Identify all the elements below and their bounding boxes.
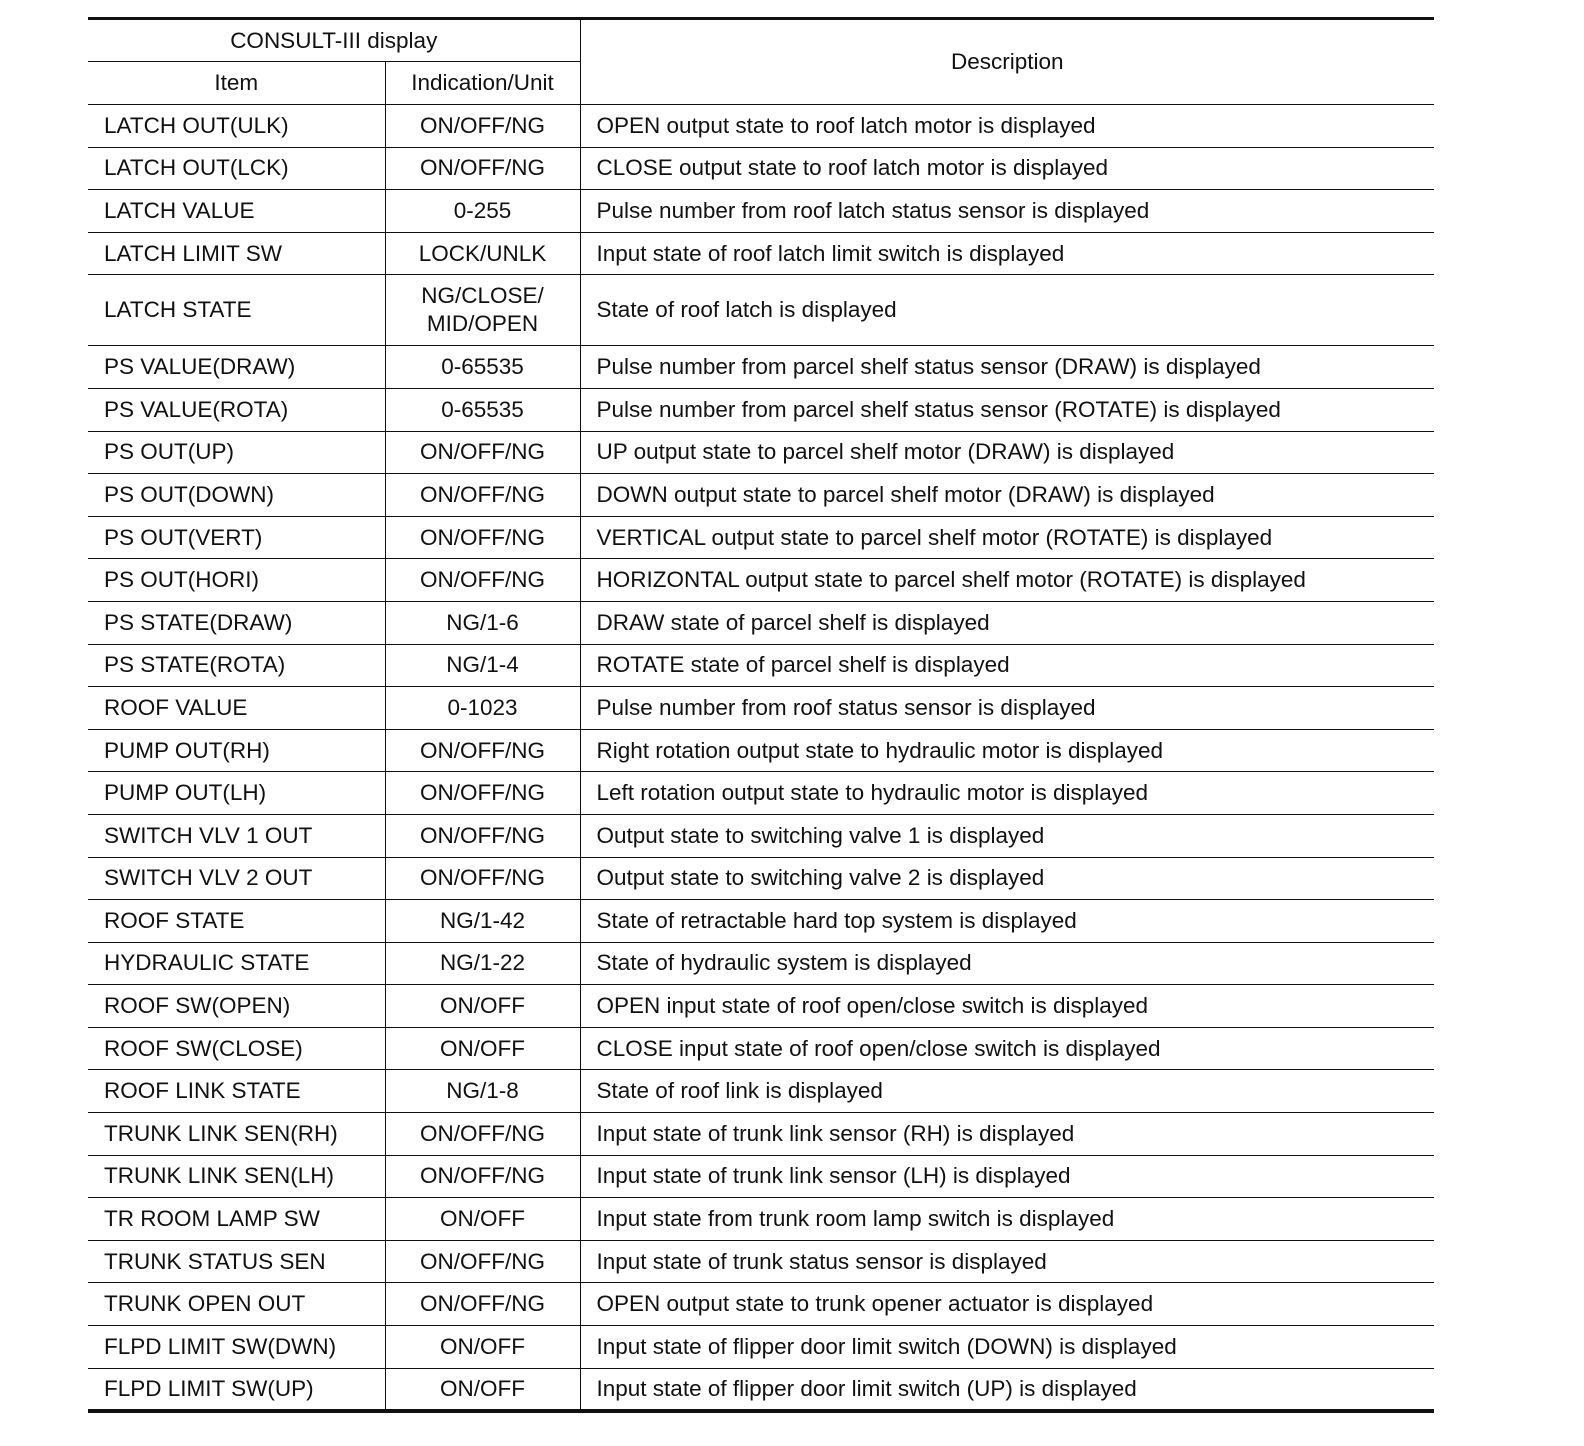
unit-cell [385,388,580,431]
unit-cell [385,232,580,275]
header-row-group [88,19,1434,62]
table-row [88,729,1434,772]
unit-text: ON/OFF/NG [420,155,545,181]
unit-cell [385,1155,580,1198]
unit-cell [385,644,580,687]
description-cell: DRAW state of parcel shelf is displayed [580,601,1434,644]
item-cell: LATCH OUT(ULK) [88,105,385,148]
unit-cell [385,857,580,900]
item-cell: HYDRAULIC STATE [88,942,385,985]
item-cell: PS OUT(HORI) [88,559,385,602]
description-cell: Input state of trunk status sensor is displayed [580,1240,1434,1283]
table-row [88,1283,1434,1326]
item-cell: TRUNK OPEN OUT [88,1283,385,1326]
item-cell: PS STATE(ROTA) [88,644,385,687]
table-row [88,147,1434,190]
table-row [88,1027,1434,1070]
unit-text: ON/OFF [440,1375,525,1401]
description-cell: State of roof link is displayed [580,1070,1434,1113]
unit-text: NG/1-42 [439,907,526,933]
unit-cell [385,772,580,815]
description-cell: CLOSE output state to roof latch motor is displayed [580,147,1434,190]
unit-text: ON/OFF/NG [420,481,545,507]
table-row [88,190,1434,233]
description-column-header: Description [580,19,1434,105]
unit-cell [385,1326,580,1369]
description-cell: Pulse number from roof status sensor is displayed [580,687,1434,730]
description-cell: Input state from trunk room lamp switch is displayed [580,1198,1434,1241]
unit-cell [385,275,580,346]
description-cell: Left rotation output state to hydraulic motor is displayed [580,772,1434,815]
description-cell: OPEN input state of roof open/close switch is displayed [580,985,1434,1028]
description-cell: State of hydraulic system is displayed [580,942,1434,985]
item-cell: TRUNK LINK SEN(LH) [88,1155,385,1198]
unit-text: LOCK/UNLK [418,240,547,266]
description-cell: VERTICAL output state to parcel shelf motor (ROTATE) is displayed [580,516,1434,559]
table-row [88,985,1434,1028]
item-cell: PS STATE(DRAW) [88,601,385,644]
unit-text: ON/OFF [440,1206,525,1232]
item-cell: TR ROOM LAMP SW [88,1198,385,1241]
description-cell: ROTATE state of parcel shelf is displayed [580,644,1434,687]
table-row [88,857,1434,900]
description-cell: DOWN output state to parcel shelf motor (DRAW) is displayed [580,474,1434,517]
description-cell: UP output state to parcel shelf motor (DRAW) is displayed [580,431,1434,474]
item-cell: PS OUT(DOWN) [88,474,385,517]
table-row [88,814,1434,857]
unit-cell [385,729,580,772]
item-cell: TRUNK STATUS SEN [88,1240,385,1283]
unit-text: ON/OFF/NG [420,1120,545,1146]
table-row [88,275,1434,346]
unit-text: ON/OFF/NG [420,112,545,138]
table-row [88,1070,1434,1113]
unit-text: ON/OFF/NG [420,524,545,550]
unit-text: ON/OFF/NG [420,822,545,848]
item-cell: SWITCH VLV 1 OUT [88,814,385,857]
unit-cell [385,1240,580,1283]
unit-cell [385,105,580,148]
table-row [88,772,1434,815]
unit-cell [385,942,580,985]
unit-cell [385,1283,580,1326]
table-row [88,1198,1434,1241]
description-cell: CLOSE input state of roof open/close switch is displayed [580,1027,1434,1070]
description-cell: Pulse number from parcel shelf status sensor (ROTATE) is displayed [580,388,1434,431]
unit-text: ON/OFF/NG [420,865,545,891]
unit-cell [385,516,580,559]
item-cell: PUMP OUT(LH) [88,772,385,815]
item-cell: ROOF SW(CLOSE) [88,1027,385,1070]
description-cell: Pulse number from parcel shelf status sensor (DRAW) is displayed [580,346,1434,389]
description-cell: Input state of roof latch limit switch is displayed [580,232,1434,275]
table-header [88,19,1434,105]
item-cell: ROOF SW(OPEN) [88,985,385,1028]
description-cell: State of roof latch is displayed [580,275,1434,346]
unit-text: ON/OFF [440,1035,525,1061]
unit-cell [385,1070,580,1113]
table-body [88,105,1434,1411]
item-cell: LATCH VALUE [88,190,385,233]
description-cell: State of retractable hard top system is displayed [580,900,1434,943]
description-cell: OPEN output state to trunk opener actuator is displayed [580,1283,1434,1326]
item-cell: ROOF STATE [88,900,385,943]
unit-cell [385,814,580,857]
unit-text: 0-1023 [447,694,518,720]
table-row [88,942,1434,985]
table-row [88,346,1434,389]
table-row [88,431,1434,474]
item-cell: FLPD LIMIT SW(DWN) [88,1326,385,1369]
item-cell: ROOF VALUE [88,687,385,730]
description-cell: Input state of flipper door limit switch (DOWN) is displayed [580,1326,1434,1369]
unit-text: 0-255 [453,197,512,223]
table-row [88,1155,1434,1198]
item-cell: ROOF LINK STATE [88,1070,385,1113]
unit-text: ON/OFF [440,993,525,1019]
description-cell: Right rotation output state to hydraulic motor is displayed [580,729,1434,772]
description-cell: Input state of trunk link sensor (RH) is displayed [580,1113,1434,1156]
table-row [88,900,1434,943]
unit-text: 0-65535 [441,396,524,422]
description-cell: OPEN output state to roof latch motor is displayed [580,105,1434,148]
table-row [88,1113,1434,1156]
table-row [88,1368,1434,1411]
unit-cell [385,900,580,943]
unit-cell [385,985,580,1028]
unit-cell [385,1027,580,1070]
item-cell: PS VALUE(ROTA) [88,388,385,431]
unit-column-header: Indication/Unit [385,62,580,105]
unit-text: ON/OFF/NG [420,567,545,593]
unit-text: ON/OFF/NG [420,780,545,806]
consult-display-table [88,17,1434,1413]
unit-cell [385,474,580,517]
item-cell: TRUNK LINK SEN(RH) [88,1113,385,1156]
unit-text: ON/OFF/NG [420,1248,545,1274]
unit-text: 0-65535 [441,354,524,380]
item-cell: LATCH STATE [88,275,385,346]
unit-cell [385,190,580,233]
table-row [88,388,1434,431]
description-cell: Output state to switching valve 1 is displayed [580,814,1434,857]
item-cell: FLPD LIMIT SW(UP) [104,1375,314,1401]
table-row [88,644,1434,687]
description-cell: HORIZONTAL output state to parcel shelf motor (ROTATE) is displayed [580,559,1434,602]
unit-cell [385,601,580,644]
description-cell: Input state of trunk link sensor (LH) is displayed [580,1155,1434,1198]
item-cell: PS OUT(VERT) [88,516,385,559]
table-row [88,105,1434,148]
item-cell: LATCH LIMIT SW [88,232,385,275]
table-row [88,516,1434,559]
consult-display-group-header: CONSULT-III display [88,19,580,62]
unit-cell [385,1113,580,1156]
unit-cell [385,431,580,474]
item-cell: PUMP OUT(RH) [88,729,385,772]
table-row [88,1326,1434,1369]
unit-text: NG/1-22 [439,950,526,976]
unit-cell [385,687,580,730]
table-row [88,559,1434,602]
unit-text: ON/OFF/NG [420,1291,545,1317]
unit-text: ON/OFF/NG [420,439,545,465]
description-cell: Pulse number from roof latch status sensor is displayed [580,190,1434,233]
item-cell: SWITCH VLV 2 OUT [88,857,385,900]
unit-text: NG/1-6 [446,609,519,635]
unit-cell [385,147,580,190]
unit-text: ON/OFF/NG [420,1163,545,1189]
unit-text: ON/OFF/NG [420,737,545,763]
table-row [88,1240,1434,1283]
unit-text: ON/OFF [440,1333,525,1359]
table-row [88,687,1434,730]
unit-text: NG/CLOSE/ MID/OPEN [421,283,544,337]
table-row [88,601,1434,644]
item-cell: PS VALUE(DRAW) [88,346,385,389]
unit-cell [385,1198,580,1241]
unit-cell [385,346,580,389]
table-row [88,232,1434,275]
unit-text: NG/1-4 [446,652,519,678]
unit-cell [385,1368,580,1411]
item-column-header: Item [88,62,385,105]
item-cell: LATCH OUT(LCK) [88,147,385,190]
item-cell: PS OUT(UP) [88,431,385,474]
unit-text: NG/1-8 [446,1078,519,1104]
description-cell: Output state to switching valve 2 is displayed [580,857,1434,900]
unit-cell [385,559,580,602]
table-row [88,474,1434,517]
description-cell: Input state of flipper door limit switch (UP) is displayed [596,1375,1137,1401]
